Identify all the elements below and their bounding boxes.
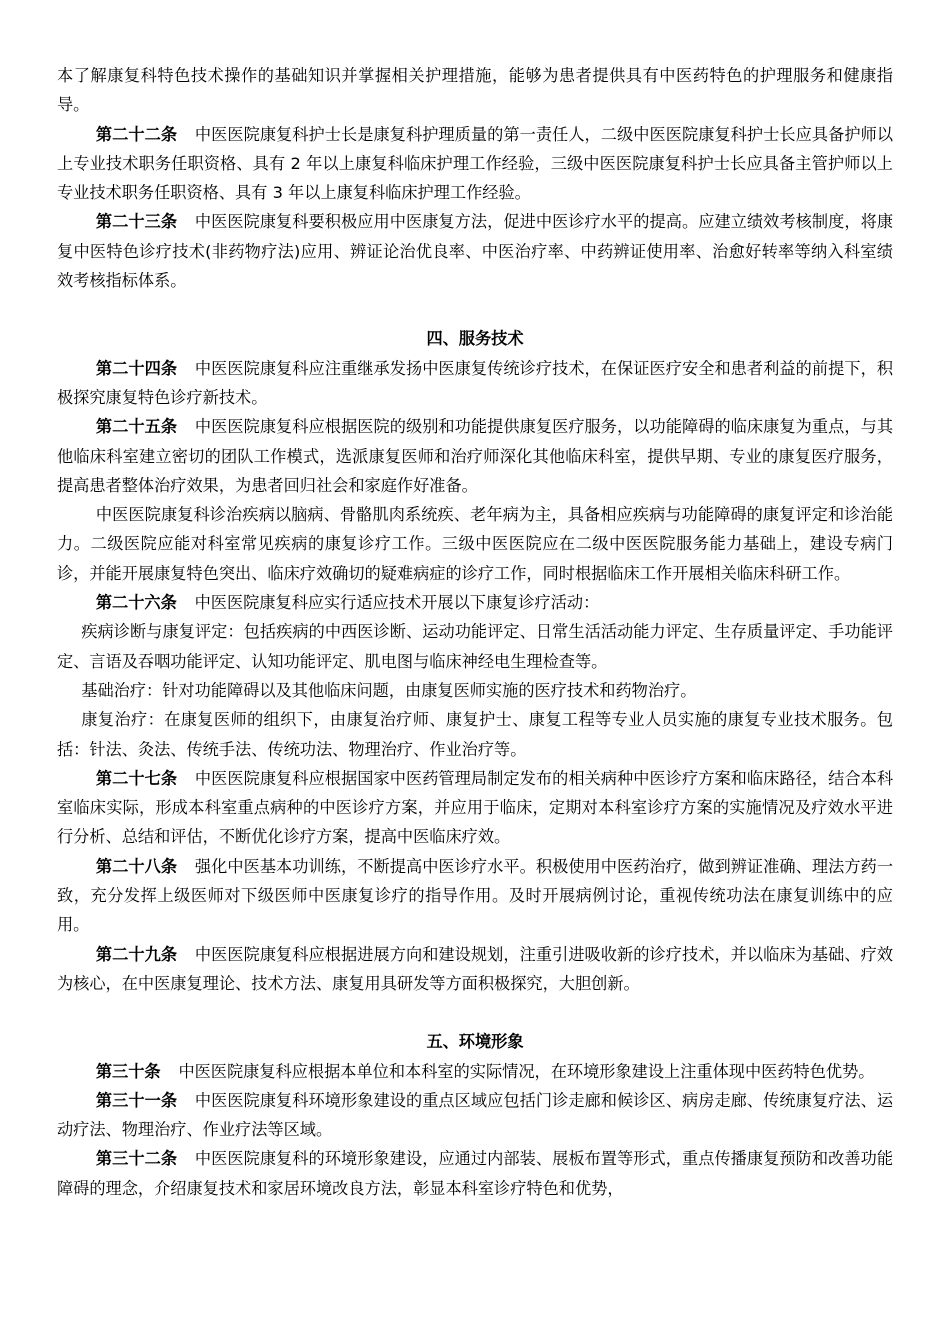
article-28 xyxy=(57,852,893,940)
paragraph-text: 本了解康复科特色技术操作的基础知识并掌握相关护理措施，能够为患者提供具有中医药特色的护理服务和健康指导。 xyxy=(57,66,893,115)
article-number: 第三十条 xyxy=(95,1061,161,1081)
article-25 xyxy=(57,412,893,500)
article-text: 中医医院康复科应注重继承发扬中医康复传统诊疗技术，在保证医疗安全和患者利益的前提下，积极探究康复特色诊疗新技术。 xyxy=(57,358,894,407)
article-31 xyxy=(57,1086,893,1145)
section-spacer xyxy=(57,998,893,1027)
article-text: 中医医院康复科应根据医院的级别和功能提供康复医疗服务，以功能障碍的临床康复为重点，与其他临床科室建立密切的团队工作模式，选派康复医师和治疗师深化其他临床科室，提供早期、专业的康复医疗服务，提高患者整体治疗效果，为患者回归社会和家庭作好准备。 xyxy=(57,417,894,495)
article-26-item-assessment xyxy=(57,617,893,676)
section-spacer xyxy=(57,295,893,324)
article-26-item-basic-treatment xyxy=(57,676,893,705)
article-number: 第二十七条 xyxy=(95,768,178,788)
article-number: 第三十二条 xyxy=(95,1149,178,1169)
article-text: 中医医院康复科应实行适应技术开展以下康复诊疗活动： xyxy=(194,593,600,613)
article-text: 中医医院康复科的环境形象建设，应通过内部装、展板布置等形式，重点传播康复预防和改善功能障碍的理念，介绍康复技术和家居环境改良方法，彰显本科室诊疗特色和优势， xyxy=(57,1149,894,1198)
article-23 xyxy=(57,207,893,295)
article-32 xyxy=(57,1144,893,1203)
article-number: 第二十六条 xyxy=(95,593,177,613)
article-text: 中医医院康复科环境形象建设的重点区域应包括门诊走廊和候诊区、病房走廊、传统康复疗法、运动疗法、物理治疗、作业疗法等区域。 xyxy=(57,1090,894,1140)
article-text: 中医医院康复科护士长是康复科护理质量的第一责任人，二级中医医院康复科护士长应具备护师以上专业技术职务任职资格、具有 2 年以上康复科临床护理工作经验，三级中医医院康复科护士长应具备主管护师以上专业技术职务任职资格、具有 3 年以上康复科临床护理工作经验。 xyxy=(57,124,894,203)
paragraph-text: 康复治疗：在康复医师的组织下，由康复治疗师、康复护士、康复工程等专业人员实施的康复专业技术服务。包括：针法、灸法、传统手法、传统功法、物理治疗、作业治疗等。 xyxy=(57,710,893,759)
section-heading-service-technology: 四、服务技术 xyxy=(426,329,524,349)
article-22 xyxy=(57,120,893,208)
article-number: 第二十五条 xyxy=(95,417,178,437)
paragraph-text: 疾病诊断与康复评定：包括疾病的中西医诊断、运动功能评定、日常生活活动能力评定、生存质量评定、手功能评定、言语及吞咽功能评定、认知功能评定、肌电图与临床神经电生理检查等。 xyxy=(57,622,893,671)
paragraph-text: 基础治疗：针对功能障碍以及其他临床问题，由康复医师实施的医疗技术和药物治疗。 xyxy=(81,680,697,700)
article-26 xyxy=(57,588,893,617)
document-page xyxy=(57,61,893,1203)
article-text: 中医医院康复科要积极应用中医康复方法，促进中医诊疗水平的提高。应建立绩效考核制度，将康复中医特色诊疗技术(非药物疗法)应用、辨证论治优良率、中医治疗率、中药辨证使用率、治愈好转率等纳入科室绩效考核指标体系。 xyxy=(57,212,894,291)
article-25-continued xyxy=(57,500,893,588)
article-number: 第三十一条 xyxy=(95,1090,178,1110)
article-30 xyxy=(57,1057,893,1086)
article-number: 第二十三条 xyxy=(95,212,178,232)
paragraph-continuation xyxy=(57,61,893,120)
article-text: 强化中医基本功训练，不断提高中医诊疗水平。积极使用中医药治疗，做到辨证准确、理法方药一致，充分发挥上级医师对下级医师中医康复诊疗的指导作用。及时开展病例讨论，重视传统功法在康复训练中的应用。 xyxy=(57,856,894,935)
article-number: 第二十二条 xyxy=(95,124,178,144)
article-26-item-rehab-treatment xyxy=(57,705,893,764)
article-text: 中医医院康复科应根据国家中医药管理局制定发布的相关病种中医诊疗方案和临床路径，结合本科室临床实际，形成本科室重点病种的中医诊疗方案，并应用于临床，定期对本科室诊疗方案的实施情况及疗效水平进行分析、总结和评估，不断优化诊疗方案，提高中医临床疗效。 xyxy=(57,768,894,847)
article-number: 第二十四条 xyxy=(95,358,178,378)
article-number: 第二十九条 xyxy=(95,944,178,964)
section-heading-environment: 五、环境形象 xyxy=(426,1032,524,1052)
article-number: 第二十八条 xyxy=(95,856,178,876)
article-29 xyxy=(57,940,893,999)
article-text: 中医医院康复科应根据本单位和本科室的实际情况，在环境形象建设上注重体现中医药特色优势。 xyxy=(178,1061,875,1081)
article-text: 中医医院康复科应根据进展方向和建设规划，注重引进吸收新的诊疗技术，并以临床为基础、疗效为核心，在中医康复理论、技术方法、康复用具研发等方面积极探究，大胆创新。 xyxy=(57,944,894,993)
paragraph-text: 中医医院康复科诊治疾病以脑病、骨骼肌肉系统疾、老年病为主，具备相应疾病与功能障碍的康复评定和诊治能力。二级医院应能对科室常见疾病的康复诊疗工作。三级中医医院应在二级中医医院服务能力基础上，建设专病门诊，并能开展康复特色突出、临床疗效确切的疑难病症的诊疗工作，同时根据临床工作开展相关临床科研工作。 xyxy=(57,505,893,583)
article-24 xyxy=(57,354,893,413)
article-27 xyxy=(57,764,893,852)
